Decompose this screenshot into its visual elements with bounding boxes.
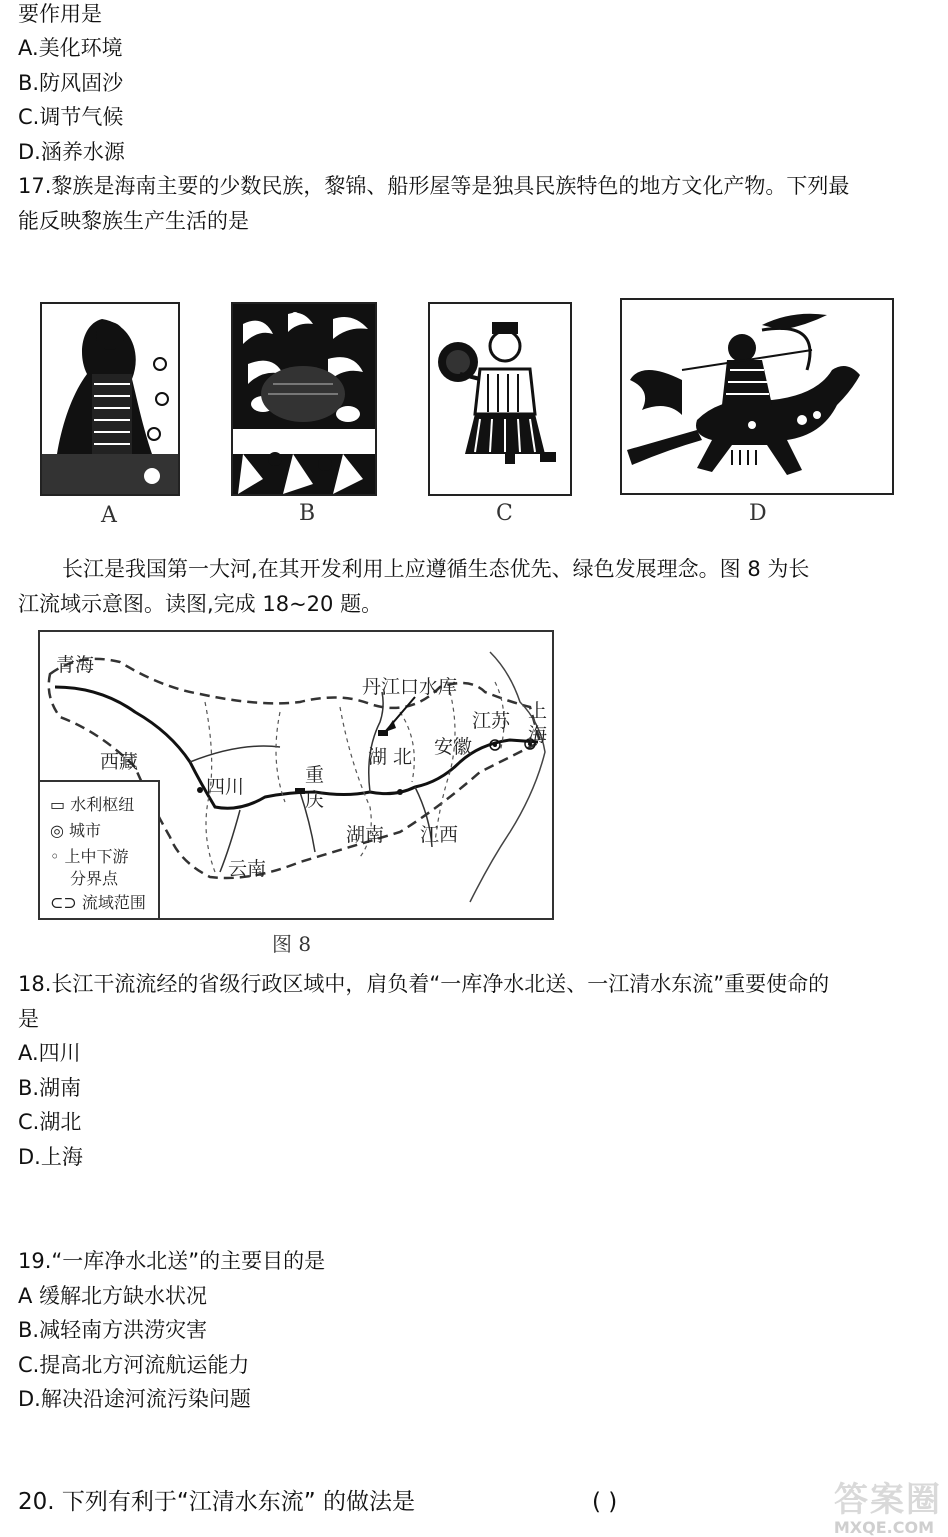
q19-option-a: A 缓解北方缺水状况 <box>18 1284 208 1308</box>
papercut-label-c: C <box>496 501 513 526</box>
q19-option-b: B.减轻南方洪涝灾害 <box>18 1318 208 1342</box>
legend-item-basin-range: ⊂⊃ 流域范围 <box>50 893 146 912</box>
map-label-xizang: 西藏 <box>100 751 139 773</box>
q19-option-c: C.提高北方河流航运能力 <box>18 1353 250 1377</box>
papercut-image-b <box>231 302 377 496</box>
q20-answer-blank: ( ) <box>592 1489 618 1515</box>
q17-stem-line1: 17.黎族是海南主要的少数民族，黎锦、船形屋等是独具民族特色的地方文化产物。下列最 <box>18 174 850 198</box>
division-point-icon: ◦ <box>50 847 65 866</box>
q16-option-b: B.防风固沙 <box>18 71 124 95</box>
papercut-image-c <box>428 302 572 496</box>
q20-stem: 20. 下列有利于“江清水东流” 的做法是 <box>18 1489 416 1515</box>
legend-item-hydro-hub: ▭ 水利枢纽 <box>50 795 135 814</box>
q16-option-d: D.涵养水源 <box>18 140 125 164</box>
hydro-hub-icon: ▭ <box>50 795 71 814</box>
map-label-jiangxi: 江西 <box>420 824 459 846</box>
map-label-shanghai-1: 上 <box>528 700 548 722</box>
q18-option-b: B.湖南 <box>18 1076 82 1100</box>
map-label-sichuan: 四川 <box>206 776 245 798</box>
q16-option-c: C.调节气候 <box>18 105 124 129</box>
watermark-logo: 答案圈 <box>834 1480 942 1520</box>
watermark-url: MXQE.COM <box>833 1518 934 1537</box>
q18-stem-line1: 18.长江干流流经的省级行政区域中，肩负着“一库净水北送、一江清水东流”重要使命的 <box>18 972 830 996</box>
basin-range-icon: ⊂⊃ <box>50 893 82 912</box>
map-label-shanghai-2: 海 <box>528 724 548 746</box>
q19-option-d: D.解决沿途河流污染问题 <box>18 1387 251 1411</box>
figure-caption: 图 8 <box>272 932 312 956</box>
q16-option-a: A.美化环境 <box>18 36 123 60</box>
papercut-image-a <box>40 302 180 496</box>
intro-line1: 长江是我国第一大河,在其开发利用上应遵循生态优先、绿色发展理念。图 8 为长 <box>62 557 810 581</box>
intro-line2: 江流域示意图。读图,完成 18~20 题。 <box>18 592 383 616</box>
map-label-chongqing-1: 重 <box>305 764 325 786</box>
papercut-label-a: A <box>101 503 117 528</box>
q18-option-a: A.四川 <box>18 1041 81 1065</box>
papercut-label-d: D <box>749 501 767 526</box>
map-label-chongqing-2: 庆 <box>305 789 325 811</box>
q18-option-c: C.湖北 <box>18 1110 82 1134</box>
q18-stem-line2: 是 <box>18 1007 39 1031</box>
papercut-image-d <box>620 298 894 495</box>
legend-item-division-point-line2: 分界点 <box>70 869 119 888</box>
legend-item-division-point: ◦ 上中下游 <box>50 847 129 866</box>
map-label-danjiangkou-reservoir: 丹江口水库 <box>362 676 458 698</box>
map-label-qinghai: 青海 <box>56 654 95 676</box>
map-label-hubei: 湖 北 <box>368 746 413 768</box>
legend-item-city: ◎ 城市 <box>50 821 102 840</box>
q19-stem: 19.“一库净水北送”的主要目的是 <box>18 1249 326 1273</box>
map-label-hunan: 湖南 <box>346 824 385 846</box>
q17-stem-line2: 能反映黎族生产生活的是 <box>18 209 249 233</box>
q18-option-d: D.上海 <box>18 1145 83 1169</box>
yangtze-basin-map <box>38 630 554 920</box>
papercut-label-b: B <box>299 501 316 526</box>
map-label-jiangsu: 江苏 <box>472 710 511 732</box>
q16-stem-tail: 要作用是 <box>18 2 102 26</box>
map-legend <box>40 780 160 918</box>
map-label-yunnan: 云南 <box>228 858 267 880</box>
city-icon: ◎ <box>50 821 70 840</box>
map-label-anhui: 安徽 <box>434 736 473 758</box>
